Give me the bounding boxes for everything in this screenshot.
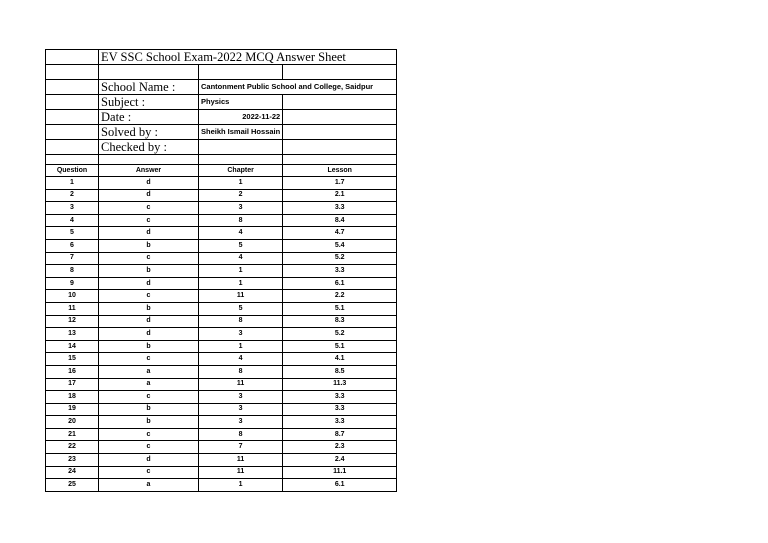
table-row	[46, 189, 397, 202]
answer-cell[interactable]: c	[99, 441, 199, 454]
question-cell[interactable]: 1	[46, 177, 99, 190]
lesson-cell[interactable]: 3.3	[283, 202, 397, 215]
answer-cell[interactable]: c	[99, 202, 199, 215]
chapter-cell[interactable]: 1	[199, 479, 283, 492]
lesson-cell[interactable]: 2.3	[283, 441, 397, 454]
blank-cell[interactable]	[283, 139, 397, 154]
title-row	[46, 50, 397, 65]
column-header-chapter[interactable]: Chapter	[199, 164, 283, 177]
chapter-cell[interactable]: 5	[199, 302, 283, 315]
lesson-cell[interactable]: 1.7	[283, 177, 397, 190]
lesson-cell[interactable]: 4.1	[283, 353, 397, 366]
answer-cell[interactable]: a	[99, 365, 199, 378]
answer-cell[interactable]: d	[99, 454, 199, 467]
blank-cell[interactable]	[283, 94, 397, 109]
table-row	[46, 252, 397, 265]
lesson-cell[interactable]: 8.3	[283, 315, 397, 328]
table-row	[46, 177, 397, 190]
chapter-cell[interactable]: 4	[199, 252, 283, 265]
blank-cell[interactable]	[46, 94, 99, 109]
question-cell[interactable]: 17	[46, 378, 99, 391]
column-header-row	[46, 164, 397, 177]
chapter-cell[interactable]: 11	[199, 290, 283, 303]
table-row	[46, 365, 397, 378]
table-row	[46, 290, 397, 303]
lesson-cell[interactable]: 4.7	[283, 227, 397, 240]
answer-sheet-body	[46, 50, 397, 492]
lesson-cell[interactable]: 5.2	[283, 328, 397, 341]
answer-cell[interactable]: b	[99, 403, 199, 416]
table-row	[46, 454, 397, 467]
question-cell[interactable]: 20	[46, 416, 99, 429]
chapter-cell[interactable]: 11	[199, 454, 283, 467]
answer-cell[interactable]: c	[99, 428, 199, 441]
table-row	[46, 479, 397, 492]
lesson-cell[interactable]: 11.1	[283, 466, 397, 479]
question-cell[interactable]: 6	[46, 239, 99, 252]
table-row	[46, 277, 397, 290]
answer-cell[interactable]: c	[99, 252, 199, 265]
chapter-cell[interactable]: 2	[199, 189, 283, 202]
chapter-cell[interactable]: 8	[199, 428, 283, 441]
solved-row	[46, 124, 397, 139]
table-row	[46, 391, 397, 404]
subject-label[interactable]: Subject :	[99, 94, 199, 109]
answer-cell[interactable]: b	[99, 239, 199, 252]
chapter-cell[interactable]: 1	[199, 340, 283, 353]
lesson-cell[interactable]: 6.1	[283, 479, 397, 492]
question-cell[interactable]: 10	[46, 290, 99, 303]
lesson-cell[interactable]: 3.3	[283, 265, 397, 278]
subject-value[interactable]: Physics	[199, 94, 283, 109]
column-header-answer[interactable]: Answer	[99, 164, 199, 177]
answer-cell[interactable]: d	[99, 227, 199, 240]
lesson-cell[interactable]: 5.1	[283, 302, 397, 315]
answer-cell[interactable]: d	[99, 277, 199, 290]
title-spacer-cell[interactable]	[46, 50, 99, 65]
answer-cell[interactable]: d	[99, 315, 199, 328]
answer-cell[interactable]: c	[99, 214, 199, 227]
table-row	[46, 466, 397, 479]
column-header-lesson[interactable]: Lesson	[283, 164, 397, 177]
lesson-cell[interactable]: 8.7	[283, 428, 397, 441]
answer-cell[interactable]: c	[99, 466, 199, 479]
blank-row	[46, 154, 397, 164]
lesson-cell[interactable]: 6.1	[283, 277, 397, 290]
checked-label[interactable]: Checked by :	[99, 139, 199, 154]
question-cell[interactable]: 4	[46, 214, 99, 227]
answer-cell[interactable]: c	[99, 391, 199, 404]
checked-value[interactable]	[199, 139, 283, 154]
solved-value[interactable]: Sheikh Ismail Hossain	[199, 124, 283, 139]
table-row	[46, 239, 397, 252]
lesson-cell[interactable]: 5.4	[283, 239, 397, 252]
solved-label[interactable]: Solved by :	[99, 124, 199, 139]
date-row	[46, 109, 397, 124]
answer-cell[interactable]: b	[99, 265, 199, 278]
chapter-cell[interactable]: 1	[199, 277, 283, 290]
chapter-cell[interactable]: 11	[199, 466, 283, 479]
chapter-cell[interactable]: 7	[199, 441, 283, 454]
blank-cell[interactable]	[46, 109, 99, 124]
chapter-cell[interactable]: 8	[199, 365, 283, 378]
blank-cell[interactable]	[46, 79, 99, 94]
answer-cell[interactable]: c	[99, 290, 199, 303]
lesson-cell[interactable]: 3.3	[283, 416, 397, 429]
date-value[interactable]: 2022-11-22	[199, 109, 283, 124]
column-header-question[interactable]: Question	[46, 164, 99, 177]
question-cell[interactable]: 25	[46, 479, 99, 492]
chapter-cell[interactable]: 3	[199, 416, 283, 429]
table-row	[46, 227, 397, 240]
blank-cell[interactable]	[46, 139, 99, 154]
answer-cell[interactable]: b	[99, 302, 199, 315]
question-cell[interactable]: 11	[46, 302, 99, 315]
question-cell[interactable]: 18	[46, 391, 99, 404]
table-row	[46, 403, 397, 416]
question-cell[interactable]: 13	[46, 328, 99, 341]
question-cell[interactable]: 22	[46, 441, 99, 454]
question-cell[interactable]: 24	[46, 466, 99, 479]
chapter-cell[interactable]: 11	[199, 378, 283, 391]
lesson-cell[interactable]: 11.3	[283, 378, 397, 391]
question-cell[interactable]: 19	[46, 403, 99, 416]
lesson-cell[interactable]: 2.4	[283, 454, 397, 467]
lesson-cell[interactable]: 2.1	[283, 189, 397, 202]
table-row	[46, 202, 397, 215]
date-label[interactable]: Date :	[99, 109, 199, 124]
answer-cell[interactable]: d	[99, 328, 199, 341]
question-cell[interactable]: 7	[46, 252, 99, 265]
chapter-cell[interactable]: 3	[199, 391, 283, 404]
chapter-cell[interactable]: 1	[199, 265, 283, 278]
lesson-cell[interactable]: 5.1	[283, 340, 397, 353]
answer-cell[interactable]: b	[99, 340, 199, 353]
blank-cell[interactable]	[99, 65, 199, 80]
blank-cell[interactable]	[283, 154, 397, 164]
answer-cell[interactable]: b	[99, 416, 199, 429]
table-row	[46, 328, 397, 341]
school-row	[46, 79, 397, 94]
question-cell[interactable]: 8	[46, 265, 99, 278]
chapter-cell[interactable]: 3	[199, 403, 283, 416]
answer-sheet-table	[45, 49, 397, 492]
question-cell[interactable]: 3	[46, 202, 99, 215]
answer-cell[interactable]: a	[99, 479, 199, 492]
blank-cell[interactable]	[46, 154, 99, 164]
blank-row	[46, 65, 397, 80]
lesson-cell[interactable]: 8.4	[283, 214, 397, 227]
chapter-cell[interactable]: 8	[199, 214, 283, 227]
chapter-cell[interactable]: 1	[199, 177, 283, 190]
question-cell[interactable]: 23	[46, 454, 99, 467]
table-row	[46, 416, 397, 429]
school-label[interactable]: School Name :	[99, 79, 199, 94]
question-cell[interactable]: 5	[46, 227, 99, 240]
chapter-cell[interactable]: 5	[199, 239, 283, 252]
blank-cell[interactable]	[283, 109, 397, 124]
answer-cell[interactable]: c	[99, 353, 199, 366]
blank-cell[interactable]	[283, 65, 397, 80]
table-row	[46, 428, 397, 441]
chapter-cell[interactable]: 8	[199, 315, 283, 328]
chapter-cell[interactable]: 3	[199, 328, 283, 341]
chapter-cell[interactable]: 3	[199, 202, 283, 215]
blank-cell[interactable]	[99, 154, 199, 164]
question-cell[interactable]: 14	[46, 340, 99, 353]
lesson-cell[interactable]: 8.5	[283, 365, 397, 378]
blank-cell[interactable]	[199, 65, 283, 80]
table-row	[46, 265, 397, 278]
subject-row	[46, 94, 397, 109]
chapter-cell[interactable]: 4	[199, 227, 283, 240]
table-row	[46, 340, 397, 353]
question-cell[interactable]: 9	[46, 277, 99, 290]
blank-cell[interactable]	[199, 154, 283, 164]
question-cell[interactable]: 15	[46, 353, 99, 366]
blank-cell[interactable]	[46, 65, 99, 80]
answer-cell[interactable]: d	[99, 177, 199, 190]
answer-cell[interactable]: d	[99, 189, 199, 202]
checked-row	[46, 139, 397, 154]
table-row	[46, 441, 397, 454]
table-row	[46, 302, 397, 315]
chapter-cell[interactable]: 4	[199, 353, 283, 366]
table-row	[46, 214, 397, 227]
blank-cell[interactable]	[283, 124, 397, 139]
school-value[interactable]: Cantonment Public School and College, Saidpur	[199, 79, 397, 94]
table-row	[46, 378, 397, 391]
question-cell[interactable]: 12	[46, 315, 99, 328]
lesson-cell[interactable]: 3.3	[283, 403, 397, 416]
answer-cell[interactable]: a	[99, 378, 199, 391]
question-cell[interactable]: 21	[46, 428, 99, 441]
lesson-cell[interactable]: 3.3	[283, 391, 397, 404]
blank-cell[interactable]	[46, 124, 99, 139]
lesson-cell[interactable]: 5.2	[283, 252, 397, 265]
lesson-cell[interactable]: 2.2	[283, 290, 397, 303]
question-cell[interactable]: 2	[46, 189, 99, 202]
sheet-title[interactable]: EV SSC School Exam-2022 MCQ Answer Sheet	[99, 50, 397, 65]
question-cell[interactable]: 16	[46, 365, 99, 378]
table-row	[46, 353, 397, 366]
table-row	[46, 315, 397, 328]
